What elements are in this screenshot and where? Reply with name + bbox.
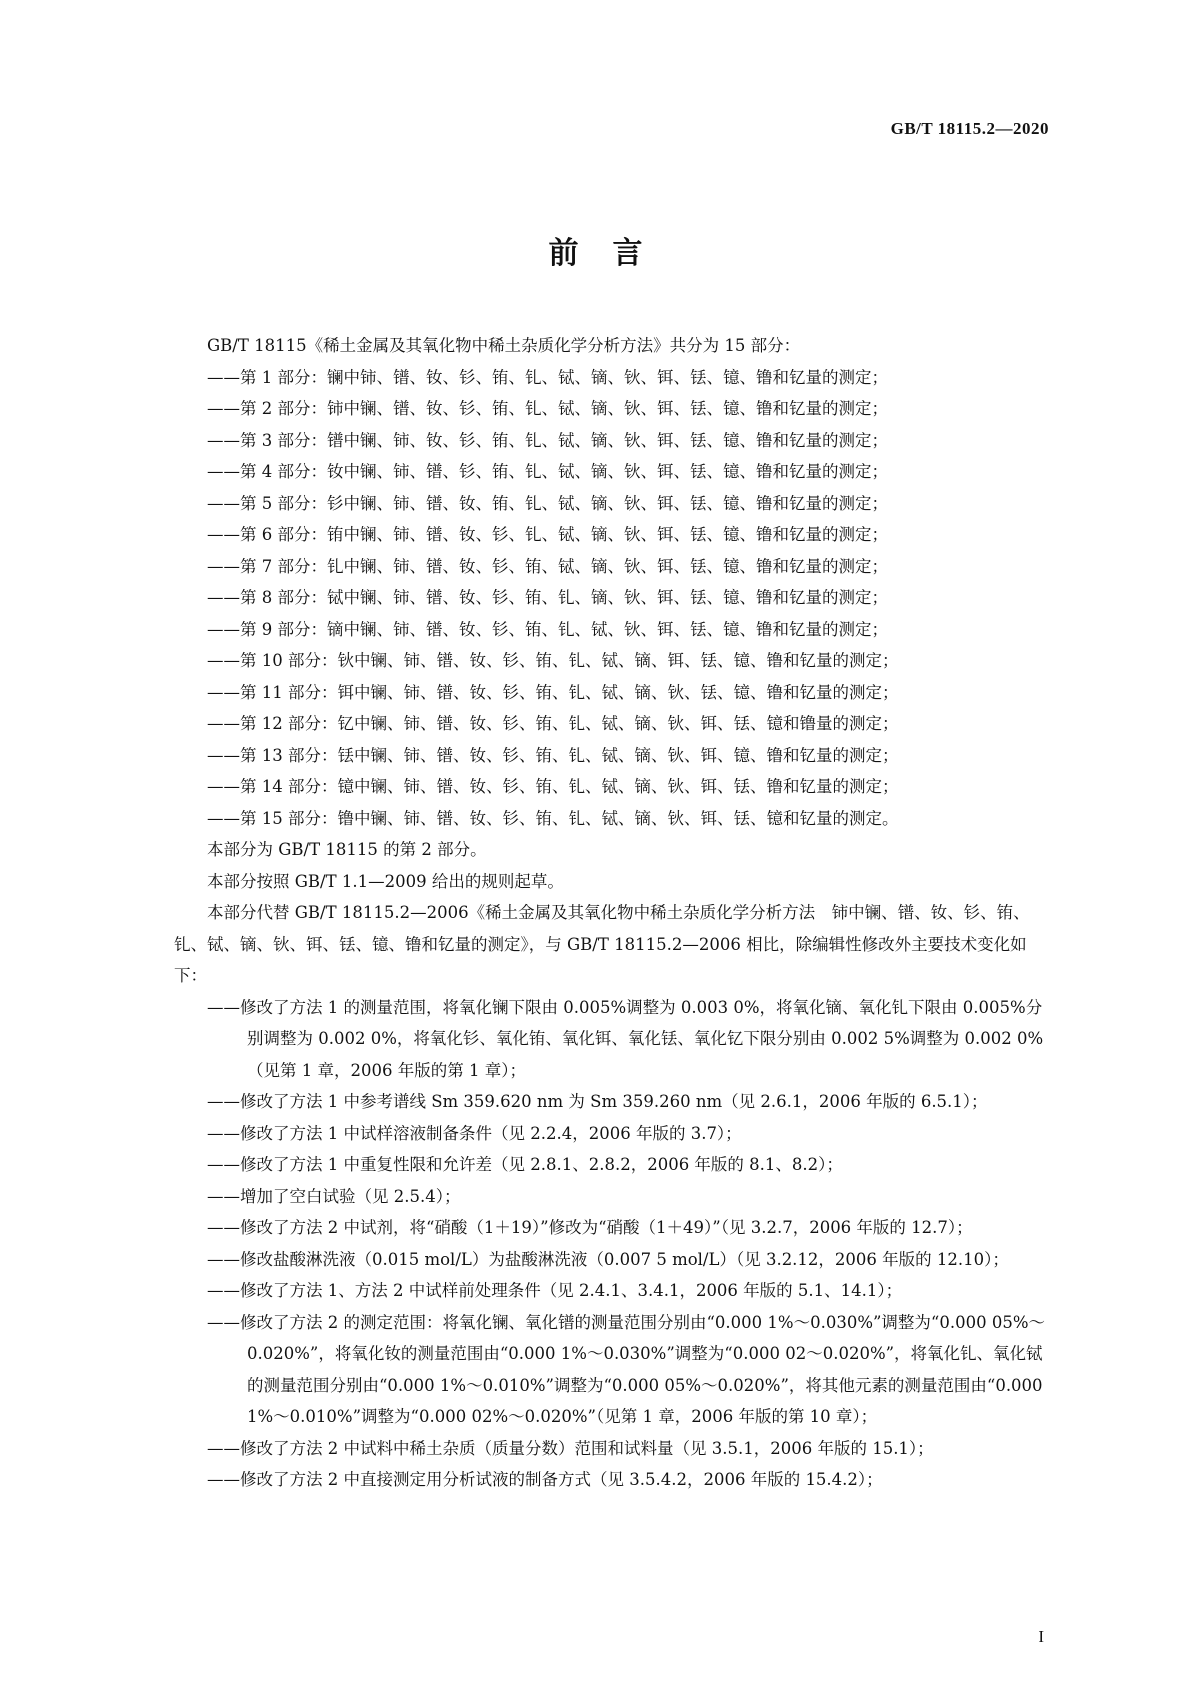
part-item: ——第 6 部分：铕中镧、铈、镨、钕、钐、钆、铽、镝、钬、铒、铥、镱、镥和钇量的测定； [207,525,888,544]
part-item: ——第 7 部分：钆中镧、铈、镨、钕、钐、铕、铽、镝、钬、铒、铥、镱、镥和钇量的测定； [207,556,888,576]
change-item: ——修改了方法 2 中直接测定用分析试液的制备方式（见 3.5.4.2，2006 年版的 15.4.2）； [207,1470,883,1489]
change-item: ——增加了空白试验（见 2.5.4）； [207,1186,461,1206]
intro-paragraph: GB/T 18115《稀土金属及其氧化物中稀土杂质化学分析方法》共分为 15 部分： [207,336,801,355]
change-item: ——修改了方法 1、方法 2 中试样前处理条件（见 2.4.1、3.4.1，2006 年版的 5.1、14.1）； [207,1281,903,1300]
part-item: ——第 9 部分：镝中镧、铈、镨、钕、钐、铕、钆、铽、钬、铒、铥、镱、镥和钇量的测定； [207,619,888,639]
change-item: ——修改了方法 2 中试剂，将“硝酸（1＋19）”修改为“硝酸（1＋49）”（见 3.2.7，2006 年版的 12.7）； [207,1218,973,1237]
change-item: ——修改了方法 1 的测量范围，将氧化镧下限由 0.005%调整为 0.003 0%，将氧化镝、氧化钆下限由 0.005%分别调整为 0.002 0%，将氧化钐、氧化铕、氧化铒、氧化铥、氧化钇下限分别由 0.002 5%调整为 0.002 0%（见第 1 章，2006 年版的第 1 章）； [207,997,1044,1080]
change-item: ——修改了方法 1 中重复性限和允许差（见 2.8.1、2.8.2，2006 年版的 8.1、8.2）； [207,1155,843,1174]
change-item: ——修改盐酸淋洗液（0.015 mol/L）为盐酸淋洗液（0.007 5 mol/L）（见 3.2.12，2006 年版的 12.10）； [207,1249,1009,1269]
standard-number: GB/T 18115.2—2020 [890,119,1049,138]
part-item: ——第 1 部分：镧中铈、镨、钕、钐、铕、钆、铽、镝、钬、铒、铥、镱、镥和钇量的测定； [207,367,888,387]
part-item: ——第 3 部分：镨中镧、铈、钕、钐、铕、钆、铽、镝、钬、铒、铥、镱、镥和钇量的测定； [207,430,888,450]
part-item: ——第 11 部分：铒中镧、铈、镨、钕、钐、铕、钆、铽、镝、钬、铥、镱、镥和钇量的测定； [207,682,899,702]
part-item: ——第 13 部分：铥中镧、铈、镨、钕、钐、铕、钆、铽、镝、钬、铒、镱、镥和钇量的测定； [207,745,899,765]
page-number: I [1038,1627,1044,1646]
part-item: ——第 5 部分：钐中镧、铈、镨、钕、铕、钆、铽、镝、钬、铒、铥、镱、镥和钇量的测定； [207,493,888,513]
part-item: ——第 2 部分：铈中镧、镨、钕、钐、铕、钆、铽、镝、钬、铒、铥、镱、镥和钇量的测定； [207,399,888,418]
part-item: ——第 4 部分：钕中镧、铈、镨、钐、铕、钆、铽、镝、钬、铒、铥、镱、镥和钇量的测定； [207,462,888,481]
part-item: ——第 10 部分：钬中镧、铈、镨、钕、钐、铕、钆、铽、镝、铒、铥、镱、镥和钇量的测定； [207,651,899,670]
replacement-paragraph: 本部分代替 GB/T 18115.2—2006《稀土金属及其氧化物中稀土杂质化学分析方法 铈中镧、镨、钕、钐、铕、钆、铽、镝、钬、铒、铥、镱、镥和钇量的测定》，与 GB/T 18115.2—2006 相比，除编辑性修改外主要技术变化如下： [174,903,1030,985]
part-item: ——第 12 部分：钇中镧、铈、镨、钕、钐、铕、钆、铽、镝、钬、铒、铥、镱和镥量的测定； [207,714,899,733]
page-title: 前言 [548,236,677,271]
part-item: ——第 8 部分：铽中镧、铈、镨、钕、钐、铕、钆、镝、钬、铒、铥、镱、镥和钇量的测定； [207,588,888,607]
document-body [174,330,1054,1496]
change-item: ——修改了方法 1 中参考谱线 Sm 359.620 nm 为 Sm 359.260 nm（见 2.6.1，2006 年版的 6.5.1）； [207,1092,988,1111]
drafting-rules-paragraph: 本部分按照 GB/T 1.1—2009 给出的规则起草。 [207,871,564,891]
change-item: ——修改了方法 1 中试样溶液制备条件（见 2.2.4，2006 年版的 3.7）； [207,1123,742,1143]
part-statement-paragraph: 本部分为 GB/T 18115 的第 2 部分。 [207,840,487,859]
change-item: ——修改了方法 2 中试料中稀土杂质（质量分数）范围和试料量（见 3.5.1，2006 年版的 15.1）； [207,1438,934,1458]
change-item: ——修改了方法 2 的测定范围：将氧化镧、氧化镨的测量范围分别由“0.000 1%～0.030%”调整为“0.000 05%～0.020%”，将氧化钕的测量范围由“0.000 1%～0.030%”调整为“0.000 02～0.020%”，将氧化钆、氧化铽的测量范围分别由“0.000 1%～0.010%”调整为“0.000 05%～0.020%”，将其他元素的测量范围由“0.000 1%～0.010%”调整为“0.000 02%～0.020%”（见第 1 章，2006 年版的第 10 章）； [207,1312,1046,1426]
part-item: ——第 14 部分：镱中镧、铈、镨、钕、钐、铕、钆、铽、镝、钬、铒、铥、镥和钇量的测定； [207,777,899,796]
part-item: ——第 15 部分：镥中镧、铈、镨、钕、钐、铕、钆、铽、镝、钬、铒、铥、镱和钇量的测定。 [207,808,899,828]
